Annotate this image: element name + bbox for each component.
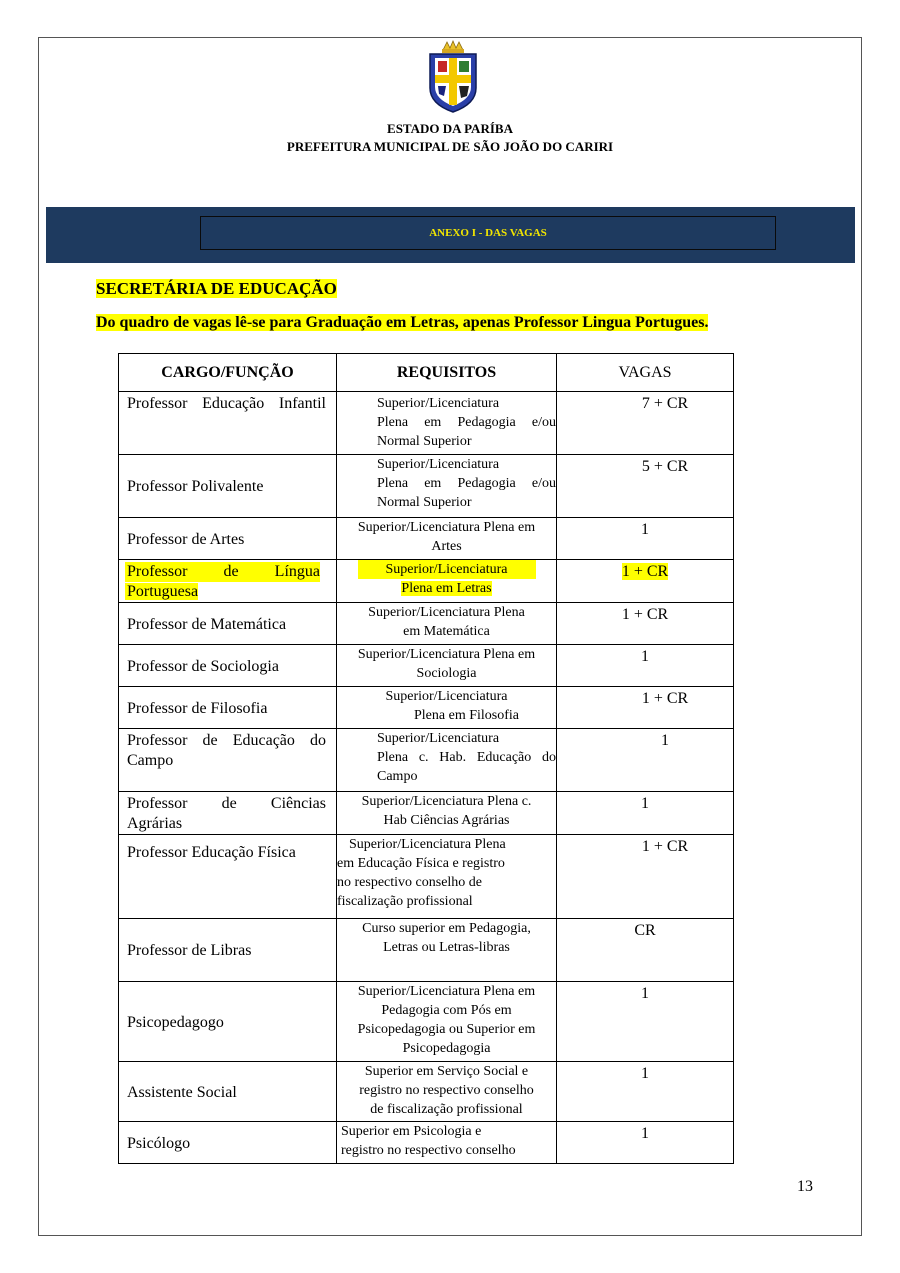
- requisitos-cell: Superior em Psicologia e registro no respectivo conselho: [337, 1122, 557, 1164]
- vagas-cell: 1: [557, 1062, 734, 1122]
- vagas-cell: CR: [557, 919, 734, 982]
- section-title: SECRETÁRIA DE EDUCAÇÃO: [96, 279, 337, 298]
- table-row: [119, 687, 734, 729]
- cargo-cell: Professor de Sociologia: [119, 645, 337, 687]
- table-row: [119, 1062, 734, 1122]
- vagas-cell: 1: [557, 792, 734, 835]
- vagas-cell: 1 + CR: [557, 560, 734, 603]
- cargo-cell: Professor de Libras: [119, 919, 337, 982]
- table-row: [119, 518, 734, 560]
- vagas-cell: 1 + CR: [557, 687, 734, 729]
- vagas-cell: 1: [557, 1122, 734, 1164]
- requisitos-cell: Superior/Licenciatura Plena em Artes: [337, 518, 557, 560]
- requisitos-cell: Superior/Licenciatura Plena em Matemática: [337, 603, 557, 645]
- vagas-cell: 1 + CR: [557, 603, 734, 645]
- vagas-cell: 1: [557, 729, 734, 792]
- municipal-coat-of-arms: [426, 40, 480, 114]
- table-row: [119, 982, 734, 1062]
- section-subtitle: Do quadro de vagas lê-se para Graduação em Letras, apenas Professor Lingua Portugues.: [96, 314, 709, 331]
- col-header-requisitos: REQUISITOS: [337, 354, 557, 392]
- cargo-cell: Professor Polivalente: [119, 455, 337, 518]
- requisitos-cell: Superior/Licenciatura Plena em Filosofia: [337, 687, 557, 729]
- requisitos-cell: Superior/Licenciatura Plena em Letras: [337, 560, 557, 603]
- requisitos-cell: Superior/Licenciatura Plena em Pedagogia e/ou Normal Superior: [337, 392, 557, 455]
- requisitos-cell: Superior/Licenciatura Plena em Pedagogia com Pós em Psicopedagogia ou Superior em Psicopedagogia: [337, 982, 557, 1062]
- requisitos-cell: Superior em Serviço Social e registro no respectivo conselho de fiscalização profissional: [337, 1062, 557, 1122]
- table-row: [119, 919, 734, 982]
- table-row: [119, 1122, 734, 1164]
- table-row: [119, 603, 734, 645]
- cargo-cell: Professor de Artes: [119, 518, 337, 560]
- requisitos-cell: Superior/Licenciatura Plena em Sociologia: [337, 645, 557, 687]
- table-row: [119, 835, 734, 919]
- annex-title-box: [200, 216, 776, 250]
- table-header-row: [119, 354, 734, 392]
- vagas-cell: 1: [557, 518, 734, 560]
- table-row: [119, 792, 734, 835]
- vagas-cell: 1: [557, 645, 734, 687]
- cargo-cell: Professor Educação Infantil: [119, 392, 337, 455]
- cargo-cell: Professor Educação Física: [119, 835, 337, 919]
- cargo-cell: Assistente Social: [119, 1062, 337, 1122]
- page-number: 13: [797, 1178, 813, 1195]
- cargo-cell: Professor de Filosofia: [119, 687, 337, 729]
- municipality-name: PREFEITURA MUNICIPAL DE SÃO JOÃO DO CARIRI: [286, 139, 614, 154]
- col-header-vagas: VAGAS: [557, 354, 734, 392]
- vagas-cell: 7 + CR: [557, 392, 734, 455]
- table-row: [119, 455, 734, 518]
- cargo-cell: Psicopedagogo: [119, 982, 337, 1062]
- requisitos-cell: Curso superior em Pedagogia, Letras ou Letras-libras: [337, 919, 557, 982]
- cargo-cell: Professor de Educação do Campo: [119, 729, 337, 792]
- requisitos-cell: Superior/Licenciatura Plena em Pedagogia e/ou Normal Superior: [337, 455, 557, 518]
- cargo-cell: Psicólogo: [119, 1122, 337, 1164]
- requisitos-cell: Superior/Licenciatura Plena c. Hab. Educação do Campo: [337, 729, 557, 792]
- vagas-cell: 1 + CR: [557, 835, 734, 919]
- vagas-cell: 1: [557, 982, 734, 1062]
- annex-title: ANEXO I - DAS VAGAS: [429, 227, 547, 239]
- vacancies-table: [118, 353, 734, 1164]
- cargo-cell: Professor de Língua Portuguesa: [119, 560, 337, 603]
- vagas-cell: 5 + CR: [557, 455, 734, 518]
- state-name: ESTADO DA PARÍBA: [387, 121, 513, 136]
- cargo-cell: Professor de Ciências Agrárias: [119, 792, 337, 835]
- cargo-cell: Professor de Matemática: [119, 603, 337, 645]
- requisitos-cell: Superior/Licenciatura Plena c. Hab Ciências Agrárias: [337, 792, 557, 835]
- table-row: [119, 729, 734, 792]
- requisitos-cell: Superior/Licenciatura Plena em Educação Física e registro no respectivo conselho de fiscalização profissional: [337, 835, 557, 919]
- col-header-cargo: CARGO/FUNÇÃO: [119, 354, 337, 392]
- table-row: [119, 392, 734, 455]
- table-row: [119, 560, 734, 603]
- table-row: [119, 645, 734, 687]
